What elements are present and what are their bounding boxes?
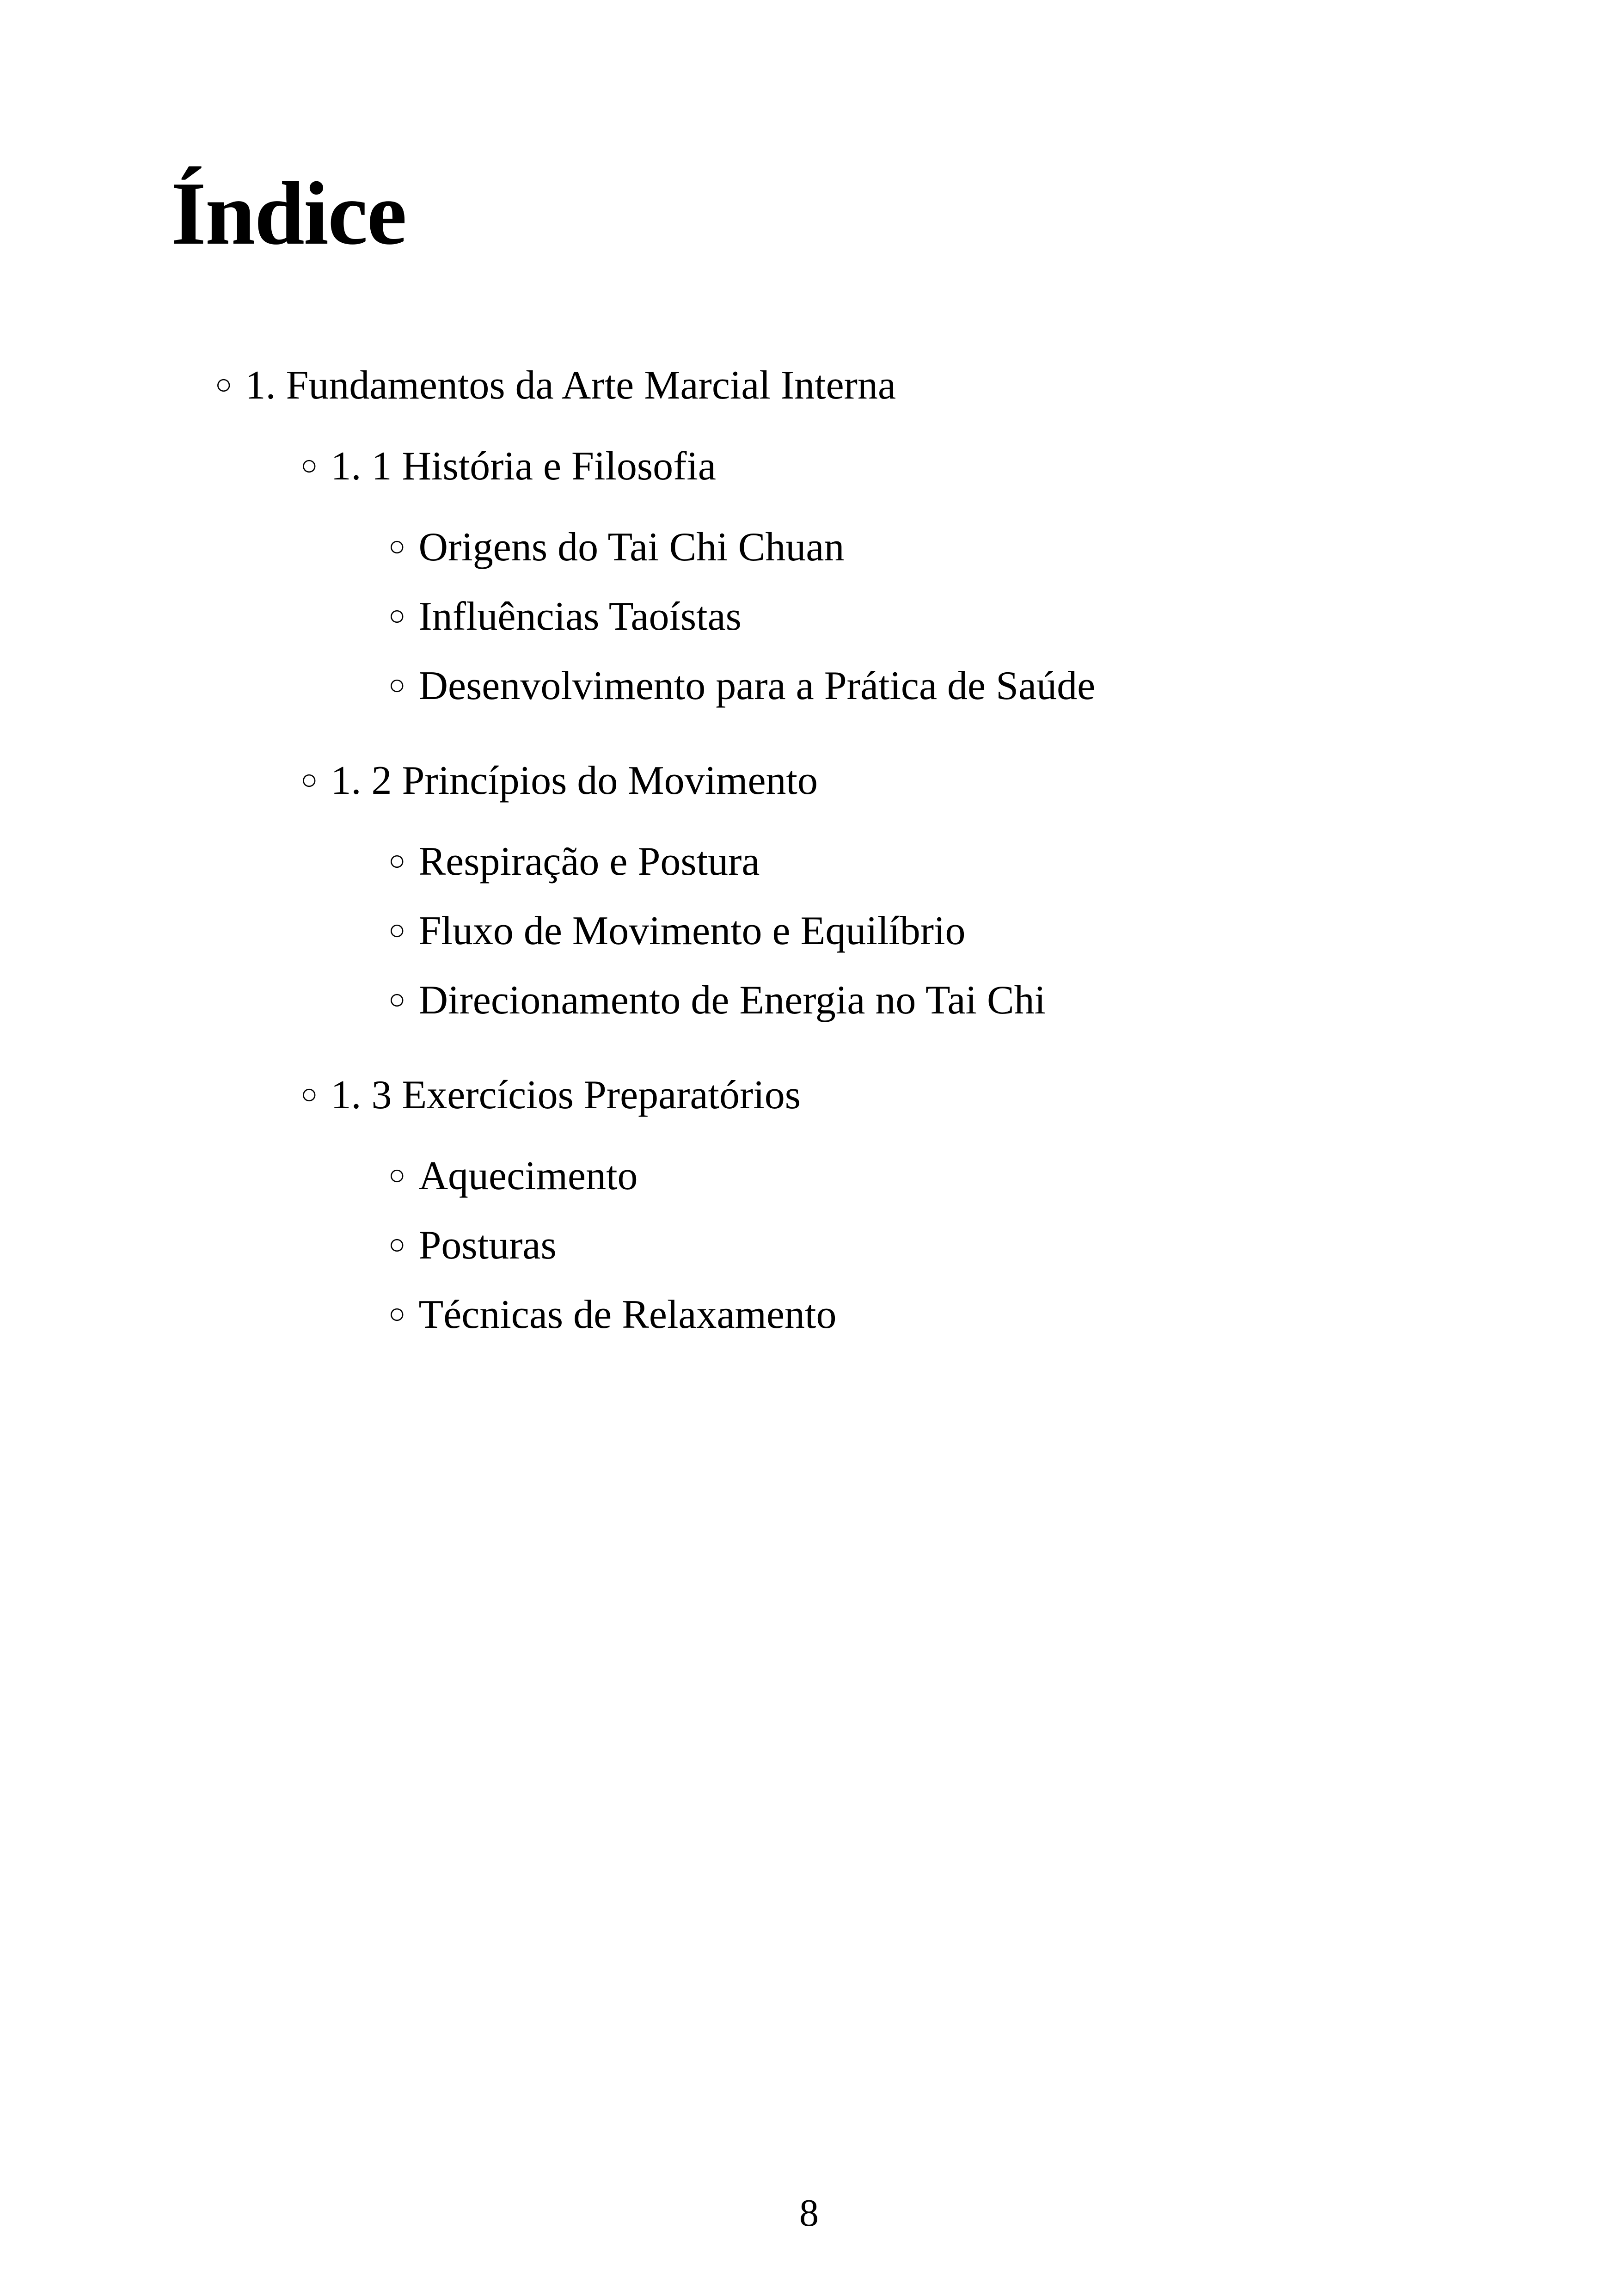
circle-bullet-icon: ○ bbox=[388, 1298, 406, 1330]
circle-bullet-icon: ○ bbox=[388, 1229, 406, 1260]
circle-bullet-icon: ○ bbox=[388, 531, 406, 562]
circle-bullet-icon: ○ bbox=[215, 369, 233, 400]
toc-section-label: 1. 2 Princípios do Movimento bbox=[331, 758, 818, 803]
toc-subitem[interactable] bbox=[388, 911, 965, 952]
circle-bullet-icon: ○ bbox=[300, 450, 318, 481]
toc-subitem-label: Aquecimento bbox=[418, 1154, 638, 1198]
toc-subitem-label: Desenvolvimento para a Prática de Saúde bbox=[418, 663, 1096, 708]
toc-subitem[interactable] bbox=[388, 527, 845, 568]
circle-bullet-icon: ○ bbox=[388, 845, 406, 877]
toc-subitem[interactable] bbox=[388, 1225, 557, 1266]
circle-bullet-icon: ○ bbox=[388, 669, 406, 701]
toc-subitem-label: Influências Taoístas bbox=[418, 594, 742, 639]
toc-section-label: 1. 1 História e Filosofia bbox=[331, 444, 716, 489]
toc-subitem[interactable] bbox=[388, 596, 742, 637]
toc-subitem-label: Origens do Tai Chi Chuan bbox=[418, 525, 845, 570]
circle-bullet-icon: ○ bbox=[388, 1160, 406, 1191]
toc-chapter-1[interactable] bbox=[215, 365, 896, 406]
toc-subitem[interactable] bbox=[388, 663, 1096, 708]
circle-bullet-icon: ○ bbox=[300, 1079, 318, 1110]
circle-bullet-icon: ○ bbox=[388, 600, 406, 632]
toc-subitem[interactable] bbox=[388, 1292, 837, 1337]
toc-section-1-1[interactable] bbox=[300, 446, 716, 487]
toc-subitem-label: Posturas bbox=[418, 1223, 557, 1268]
toc-subitem-label: Respiração e Postura bbox=[418, 839, 760, 884]
page-number: 8 bbox=[799, 2192, 819, 2235]
toc-subitem[interactable] bbox=[388, 980, 1046, 1021]
toc-section-1-3[interactable] bbox=[300, 1075, 801, 1116]
toc-subitem-label: Fluxo de Movimento e Equilíbrio bbox=[418, 909, 966, 953]
toc-section-1-2[interactable] bbox=[300, 758, 818, 803]
toc-subitem-label: Direcionamento de Energia no Tai Chi bbox=[418, 978, 1046, 1023]
toc-subitem[interactable] bbox=[388, 841, 760, 882]
circle-bullet-icon: ○ bbox=[388, 984, 406, 1015]
toc-subitem[interactable] bbox=[388, 1156, 638, 1197]
circle-bullet-icon: ○ bbox=[388, 915, 406, 946]
circle-bullet-icon: ○ bbox=[300, 764, 318, 796]
toc-chapter-label: 1. Fundamentos da Arte Marcial Interna bbox=[245, 363, 896, 408]
page-title: Índice bbox=[171, 164, 406, 264]
toc-section-label: 1. 3 Exercícios Preparatórios bbox=[331, 1073, 801, 1117]
toc-subitem-label: Técnicas de Relaxamento bbox=[418, 1292, 837, 1337]
